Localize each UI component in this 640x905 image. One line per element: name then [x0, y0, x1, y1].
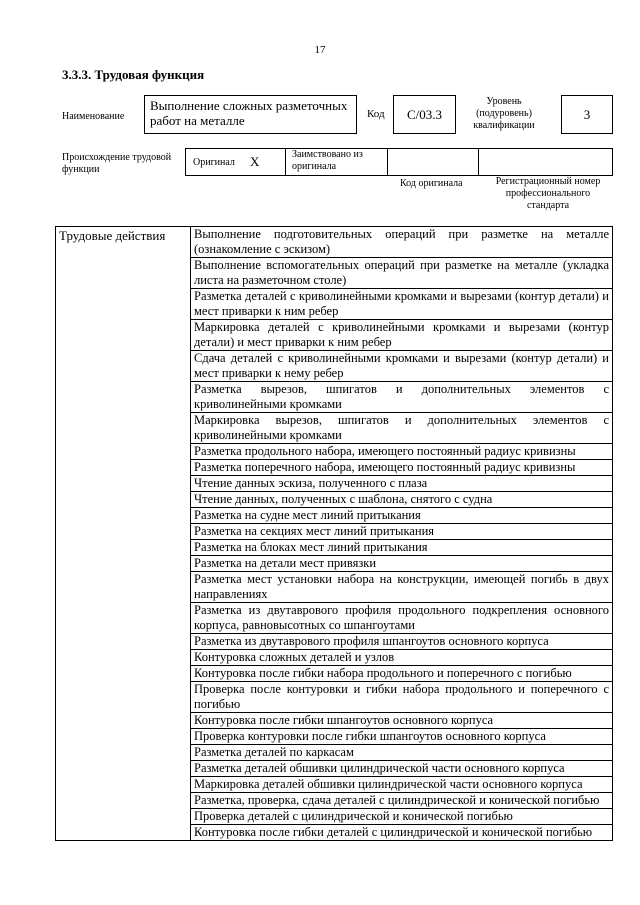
- action-item: Проверка контуровки после гибки шпангоутов основного корпуса: [191, 729, 613, 745]
- action-item: Выполнение вспомогательных операций при разметке на металле (укладка листа на разметочном столе): [191, 258, 613, 289]
- action-item: Контуровка сложных деталей и узлов: [191, 650, 613, 666]
- name-label: Наименование: [62, 111, 125, 122]
- action-item: Контуровка после гибки деталей с цилиндрической и конической погибью: [191, 825, 613, 841]
- action-item: Разметка вырезов, шпигатов и дополнительных элементов с криволинейными кромками: [191, 382, 613, 413]
- action-item: Разметка на детали мест привязки: [191, 556, 613, 572]
- level-label: Уровень (подуровень) квалификации: [473, 96, 535, 131]
- code-label: Код: [367, 108, 385, 120]
- action-item: Маркировка вырезов, шпигатов и дополнительных элементов с криволинейными кромками: [191, 413, 613, 444]
- action-item: Разметка на блоках мест линий притыкания: [191, 540, 613, 556]
- action-item: Проверка после контуровки и гибки набора продольного и поперечного с погибью: [191, 682, 613, 713]
- original-mark: Х: [250, 154, 260, 169]
- action-item: Выполнение подготовительных операций при разметке на металле (ознакомление с эскизом): [191, 227, 613, 258]
- action-item: Разметка из двутаврового профиля продольного подкрепления основного корпуса, равновысотных со шпангоутами: [191, 603, 613, 634]
- section-title: 3.3.3. Трудовая функция: [62, 67, 205, 82]
- action-item: Разметка продольного набора, имеющего постоянный радиус кривизны: [191, 444, 613, 460]
- original-label: Оригинал: [193, 157, 235, 168]
- origin-divider: [285, 149, 286, 175]
- action-item: Разметка на секциях мест линий притыкания: [191, 524, 613, 540]
- action-item: Проверка деталей с цилиндрической и конической погибью: [191, 809, 613, 825]
- category-cell: Трудовые действия: [56, 227, 191, 841]
- function-name-value: Выполнение сложных разметочных работ на металле: [144, 95, 357, 134]
- action-item: Контуровка после гибки набора продольного и поперечного с погибью: [191, 666, 613, 682]
- action-item: Чтение данных эскиза, полученного с плаза: [191, 476, 613, 492]
- action-item: Разметка деталей обшивки цилиндрической части основного корпуса: [191, 761, 613, 777]
- action-item: Разметка деталей по каркасам: [191, 745, 613, 761]
- action-item: Разметка из двутаврового профиля шпангоутов основного корпуса: [191, 634, 613, 650]
- origin-divider: [387, 149, 388, 175]
- action-item: Разметка, проверка, сдача деталей с цилиндрической и конической погибью: [191, 793, 613, 809]
- origin-label: Происхождение трудовой функции: [62, 152, 172, 175]
- action-item: Разметка поперечного набора, имеющего постоянный радиус кривизны: [191, 460, 613, 476]
- reg-number-label: Регистрационный номер профессионального стандарта: [495, 176, 601, 211]
- action-item: Контуровка после гибки шпангоутов основного корпуса: [191, 713, 613, 729]
- action-item: Разметка деталей с криволинейными кромками и вырезами (контур детали) и мест приварки к ним ребер: [191, 289, 613, 320]
- borrowed-label: Заимствовано из оригинала: [292, 149, 363, 172]
- action-item: Маркировка деталей обшивки цилиндрической части основного корпуса: [191, 777, 613, 793]
- labor-actions-table: [55, 226, 613, 841]
- table-row: [56, 227, 613, 258]
- page-number: 17: [314, 44, 326, 56]
- level-value: 3: [561, 95, 613, 134]
- code-value: С/03.3: [393, 95, 456, 134]
- action-item: Разметка мест установки набора на конструкции, имеющей погибь в двух направлениях: [191, 572, 613, 603]
- action-item: Маркировка деталей с криволинейными кромками и вырезами (контур детали) и мест приварки к ним ребер: [191, 320, 613, 351]
- action-item: Сдача деталей с криволинейными кромками и вырезами (контур детали) и мест приварки к нему ребер: [191, 351, 613, 382]
- origin-divider: [478, 149, 479, 175]
- code-original-label: Код оригинала: [400, 178, 463, 189]
- action-item: Чтение данных, полученных с шаблона, снятого с судна: [191, 492, 613, 508]
- action-item: Разметка на судне мест линий притыкания: [191, 508, 613, 524]
